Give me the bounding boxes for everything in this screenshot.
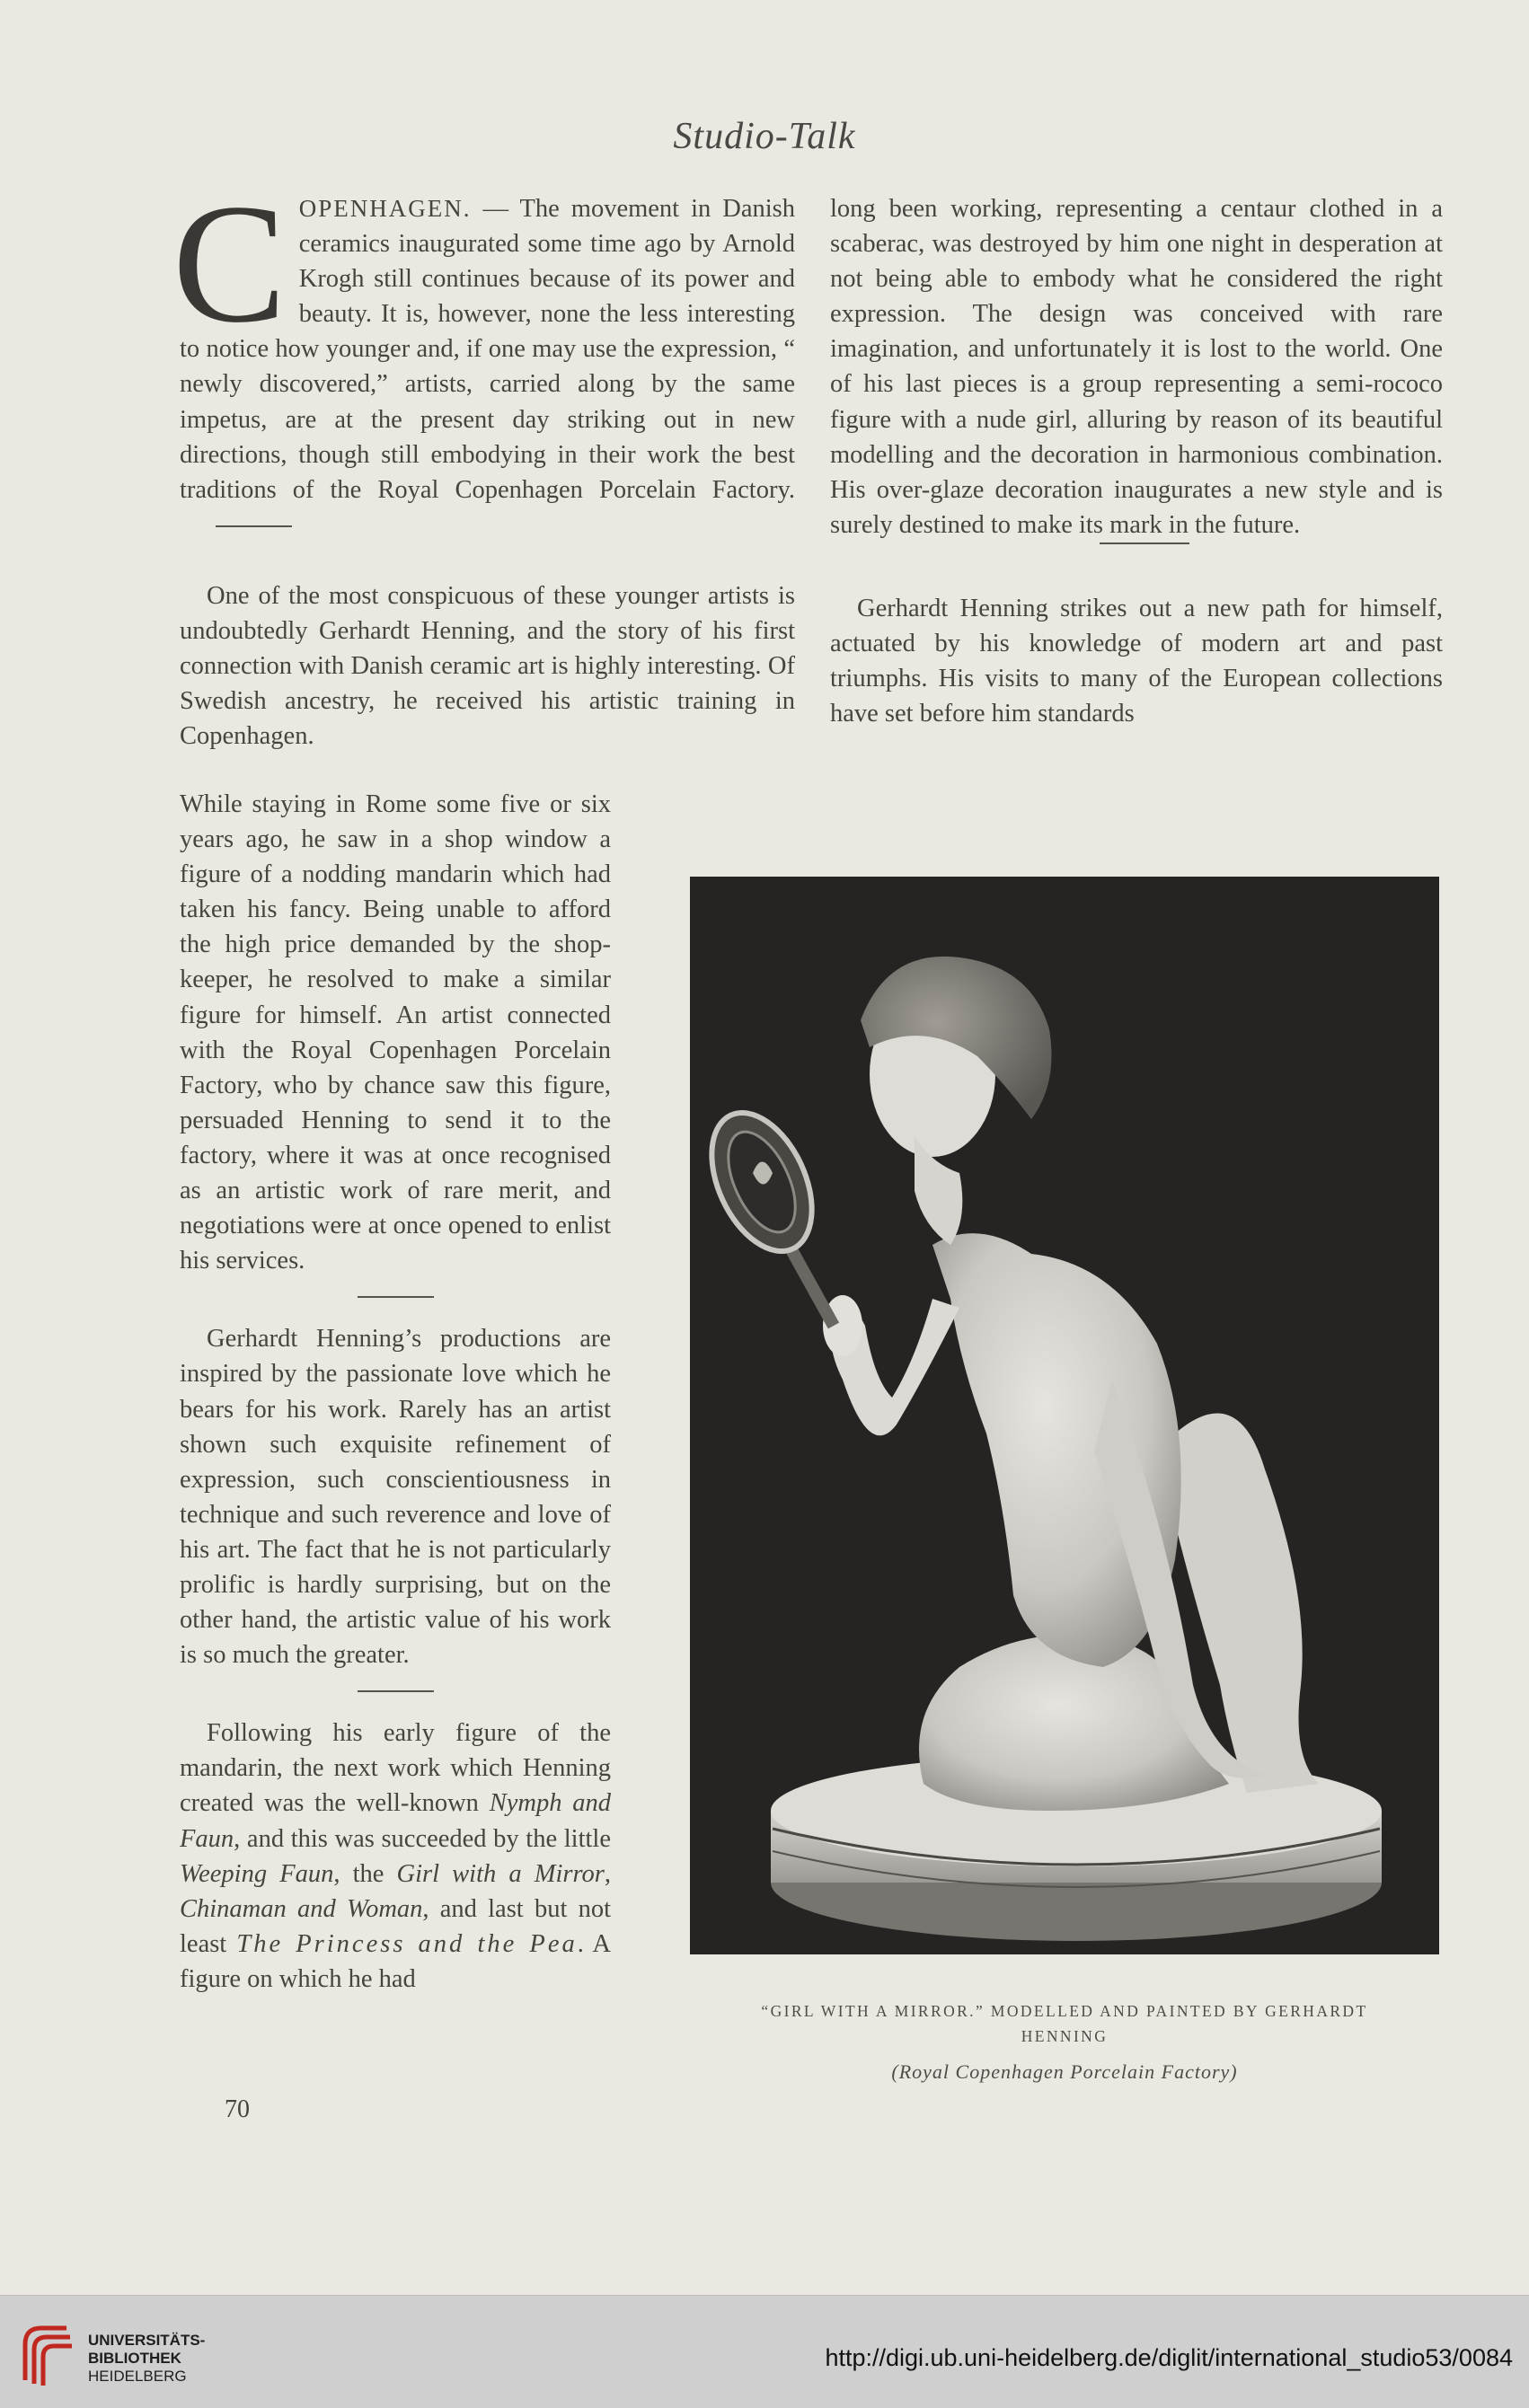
artwork-title: Chinaman and Woman (180, 1894, 423, 1923)
paragraph-3: Gerhardt Henning’s productions are inspired by the passionate love which he bears for his work. Rarely has an artist shown such exquisite refinement of expression, such conscientiousness in technique and such reverence and love of his art. The fact that he is not particularly prolific is hardly surprising, but on the other hand, the artistic value of his work is so much the greater. (180, 1325, 611, 1670)
library-logo-icon (16, 2317, 75, 2393)
paragraph-2-continued: While staying in Rome some five or six years ago, he saw in a shop window a figure of a nodding mandarin which had taken his fancy. Being unable to afford the high price demanded by the shop-keeper, he resolved to make a similar figure for himself. An artist connected with the Royal Copenhagen Porcelain Factory, who by chance saw this figure, persuaded Henning to send it to the factory, where it was at once recognised as an artistic work of rare merit, and negotiations were at once opened to enlist his services. (180, 790, 611, 1275)
narrow-column (180, 787, 611, 1997)
section-divider (358, 1690, 434, 1692)
page-number: 70 (225, 2095, 250, 2123)
paragraph-4: Following his early figure of the mandarin, the next work which Henning created was the well-known Nymph and Faun, and this was succeeded by the little Weeping Faun, the Girl with a Mirror, Chinaman and Woman, and last but not least The Princess and the Pea. A figure on which he had (180, 1719, 611, 1993)
paragraph-6: Gerhardt Henning strikes out a new path for himself, actuated by his knowledge of modern art and past triumphs. His visits to many of the European collections have set before him standards (830, 594, 1443, 728)
opening-word: OPENHAGEN. (298, 195, 472, 222)
section-divider (358, 1296, 434, 1298)
figure-caption: “GIRL WITH A MIRROR.” MODELLED AND PAINTED BY GERHARDT HENNING (761, 2002, 1368, 2045)
paragraph-1-text: — The movement in Danish ceramics inaugurated some time ago by Arnold Krogh still continues because of its power and beauty. It is, however, none the less interesting to notice how younger and, if one may use the expression, “ newly discovered,” artists, carried along by the same impetus, are at the present day striking out in new directions, though still embodying in their work the best traditions of the Royal Copenhagen Porcelain Factory. (180, 195, 795, 504)
artwork-title: Weeping Faun (180, 1859, 334, 1888)
artwork-title: The Princess and the Pea (236, 1929, 578, 1958)
artwork-title: Nymph and Faun (180, 1789, 611, 1853)
figure-credit: (Royal Copenhagen Porcelain Factory) (891, 2060, 1238, 2083)
artwork-title: Girl with a Mirror (396, 1859, 605, 1888)
paragraph-2: One of the most conspicuous of these younger artists is undoubtedly Gerhardt Henning, and the story of his first connection with Danish ceramic art is highly interesting. Of Swedish ancestry, he received his artistic training in Copenhagen. (180, 581, 795, 751)
right-column (830, 191, 1443, 731)
left-column (172, 170, 795, 754)
library-name: UNIVERSITÄTS- BIBLIOTHEK HEIDELBERG (88, 2332, 206, 2385)
drop-cap: C (172, 170, 287, 358)
figurine-illustration (690, 877, 1439, 1954)
digitization-footer (0, 2295, 1529, 2408)
paragraph-5: long been working, representing a centaur clothed in a scaberac, was destroyed by him one night in desperation at not being able to embody what he considered the right expression. The design was conceived with rare imagination, and unfortunately it is lost to the world. One of his last pieces is a group representing a semi-rococo figure with a nude girl, alluring by reason of its beautiful modelling and the decoration in harmonious combination. His over-glaze decoration inaugurates a new style and is surely destined to make its mark in the future. (830, 195, 1443, 539)
source-url-link[interactable]: http://digi.ub.uni-heidelberg.de/diglit/international_studio53/0084 (825, 2344, 1513, 2371)
sculpture-photograph (690, 877, 1439, 1954)
running-header: Studio-Talk (673, 116, 856, 157)
paragraph-1 (172, 170, 795, 542)
section-divider (216, 525, 292, 527)
